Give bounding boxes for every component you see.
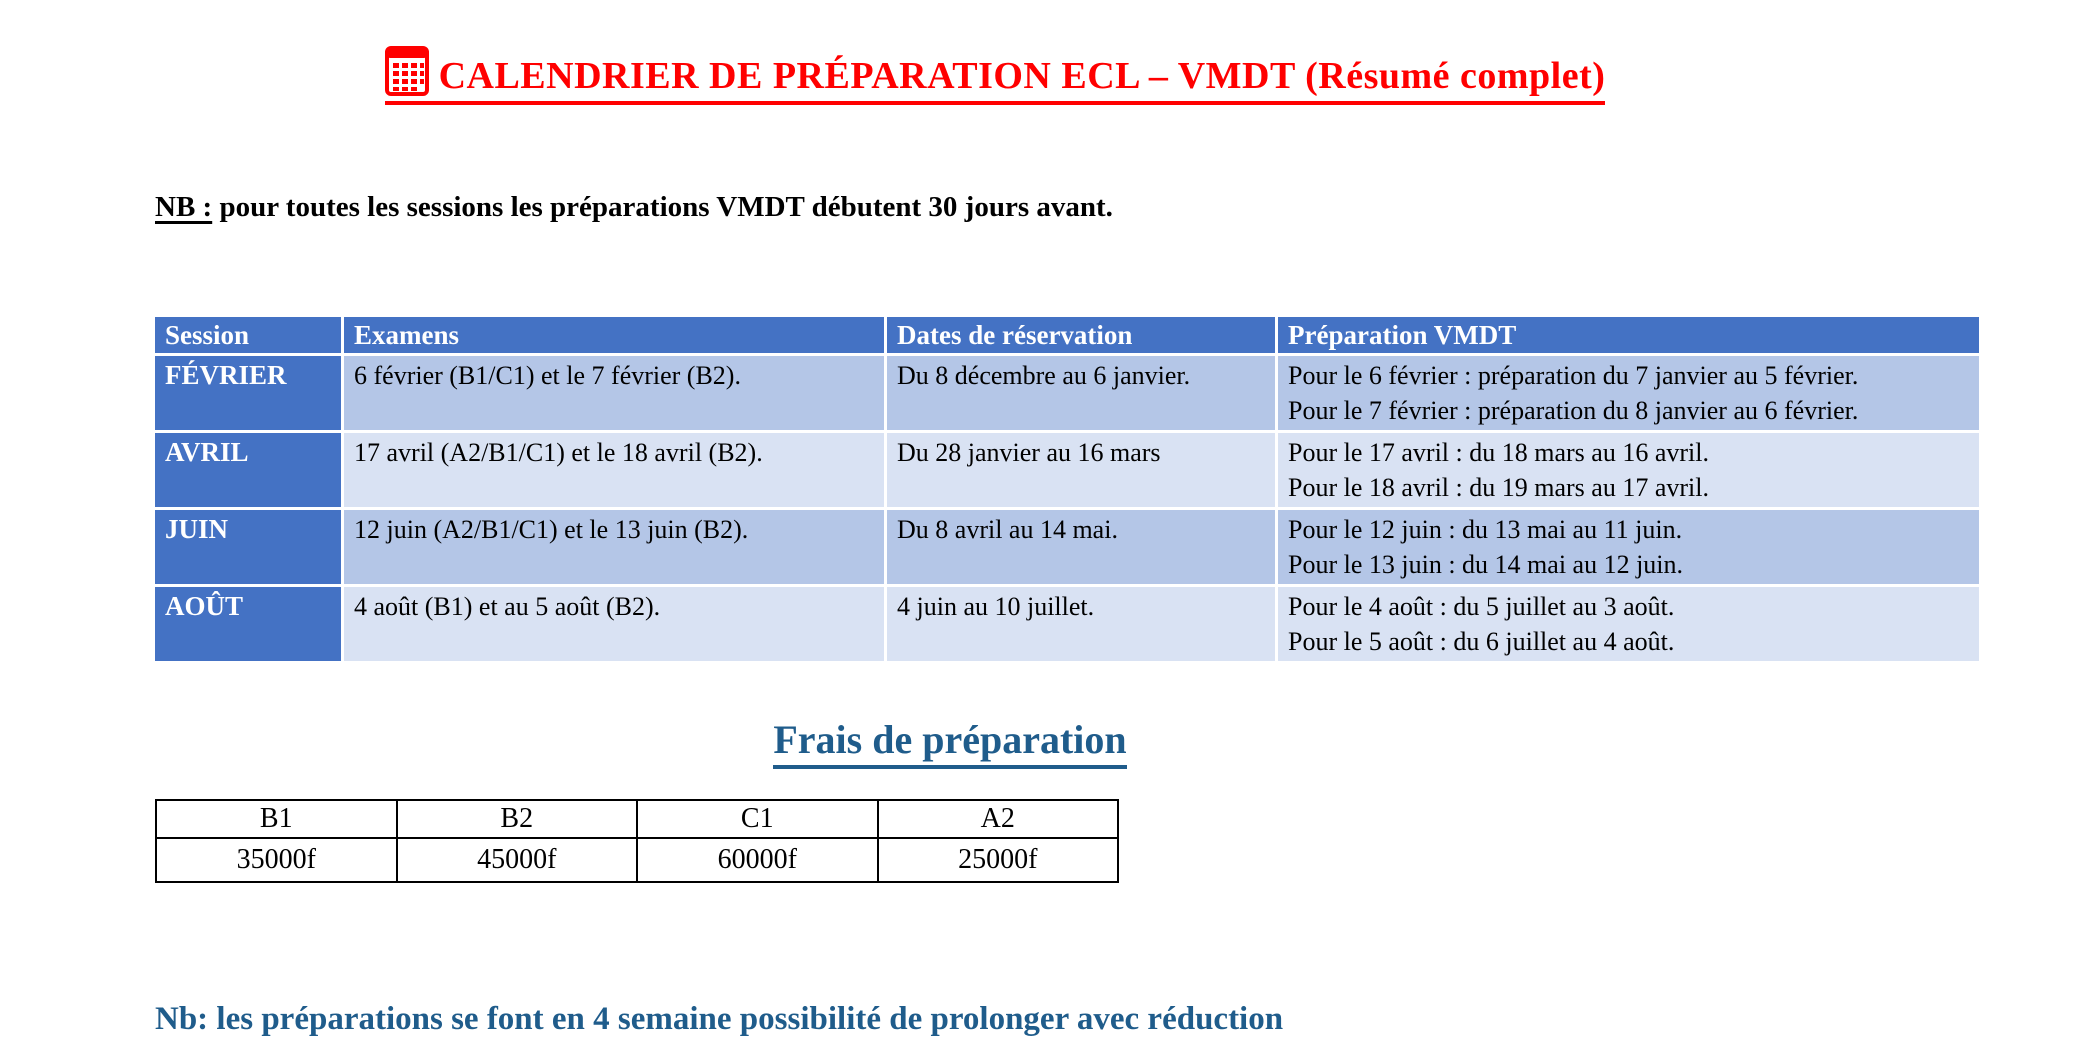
column-header-session: Session [155,317,341,353]
calendar-icon [385,44,429,96]
session-cell: FÉVRIER [155,356,341,430]
document-title [385,44,1606,105]
note-top-label: NB : [155,191,213,223]
document-title-row [0,44,1990,105]
table-row-avril [155,433,1979,507]
preparation-line: Pour le 17 avril : du 18 mars au 16 avril. [1288,438,1709,467]
session-cell: AOÛT [155,587,341,661]
fee-value-a2: 25000f [878,838,1119,882]
preparation-line: Pour le 12 juin : du 13 mai au 11 juin. [1288,515,1683,544]
table-row-juin [155,510,1979,584]
dates-cell: Du 8 avril au 14 mai. [887,510,1275,584]
table-row-fevrier [155,356,1979,430]
fee-value-b2: 45000f [397,838,638,882]
fee-level-c1: C1 [637,800,878,838]
examens-cell: 17 avril (A2/B1/C1) et le 18 avril (B2). [344,433,884,507]
dates-cell: Du 28 janvier au 16 mars [887,433,1275,507]
preparation-line: Pour le 7 février : préparation du 8 janvier au 6 février. [1288,396,1859,425]
fee-level-b2: B2 [397,800,638,838]
session-cell: JUIN [155,510,341,584]
fee-level-b1: B1 [156,800,397,838]
fee-level-a2: A2 [878,800,1119,838]
fee-value-b1: 35000f [156,838,397,882]
preparation-line: Pour le 4 août : du 5 juillet au 3 août. [1288,592,1675,621]
column-header-examens: Examens [344,317,884,353]
preparation-line: Pour le 13 juin : du 14 mai au 12 juin. [1288,550,1684,579]
preparation-cell [1278,356,1979,430]
note-top-text: pour toutes les sessions les préparations VMDT débutent 30 jours avant. [219,191,1113,223]
preparation-line: Pour le 18 avril : du 19 mars au 17 avril. [1288,473,1709,502]
session-cell: AVRIL [155,433,341,507]
preparation-cell [1278,587,1979,661]
preparation-cell [1278,433,1979,507]
column-header-preparation: Préparation VMDT [1278,317,1979,353]
note-top [155,191,2090,224]
page-title: CALENDRIER DE PRÉPARATION ECL – VMDT (Résumé complet) [438,55,1606,97]
schedule-table [152,314,1982,664]
preparation-line: Pour le 6 février : préparation du 7 janvier au 5 février. [1288,361,1859,390]
fees-header-row [156,800,1118,838]
note-bottom: Nb: les préparations se font en 4 semaine possibilité de prolonger avec réduction [155,1001,1284,1037]
dates-cell: Du 8 décembre au 6 janvier. [887,356,1275,430]
dates-cell: 4 juin au 10 juillet. [887,587,1275,661]
fee-value-c1: 60000f [637,838,878,882]
preparation-line: Pour le 5 août : du 6 juillet au 4 août. [1288,627,1675,656]
fees-table [155,799,1119,883]
fees-heading: Frais de préparation [773,716,1126,769]
examens-cell: 12 juin (A2/B1/C1) et le 13 juin (B2). [344,510,884,584]
examens-cell: 4 août (B1) et au 5 août (B2). [344,587,884,661]
fees-heading-row [0,716,1900,769]
preparation-cell [1278,510,1979,584]
fees-values-row [156,838,1118,882]
schedule-header-row [155,317,1979,353]
column-header-dates: Dates de réservation [887,317,1275,353]
table-row-aout [155,587,1979,661]
examens-cell: 6 février (B1/C1) et le 7 février (B2). [344,356,884,430]
